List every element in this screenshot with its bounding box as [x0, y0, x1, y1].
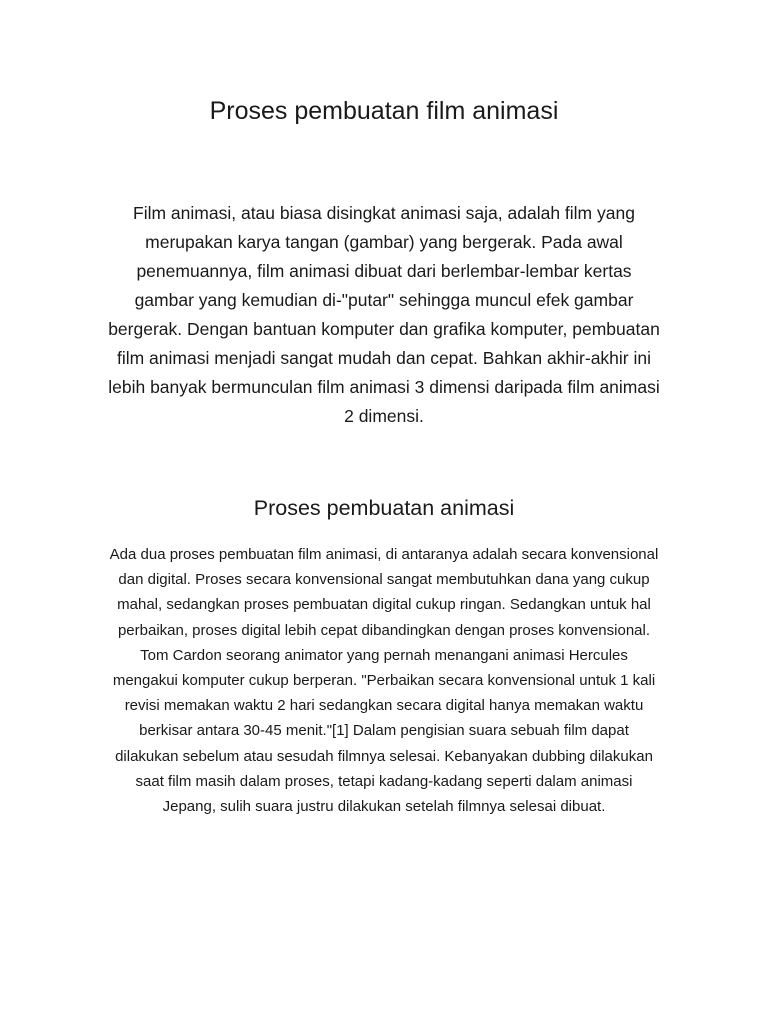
- paragraph-line: film animasi menjadi sangat mudah dan cepat. Bahkan akhir-akhir ini: [116, 348, 652, 368]
- paragraph-line: saat film masih dalam proses, tetapi kadang-kadang seperti dalam animasi: [135, 772, 633, 790]
- paragraph-line: dilakukan sebelum atau sesudah filmnya selesai. Kebanyakan dubbing dilakukan: [115, 747, 653, 765]
- intro-paragraph: [88, 199, 680, 431]
- paragraph-line: gambar yang kemudian di-"putar" sehingga muncul efek gambar: [134, 290, 634, 310]
- page-title: Proses pembuatan film animasi: [209, 97, 559, 125]
- paragraph-line: 2 dimensi.: [344, 406, 424, 426]
- paragraph-line: merupakan karya tangan (gambar) yang bergerak. Pada awal: [145, 232, 623, 252]
- paragraph-line: bergerak. Dengan bantuan komputer dan grafika komputer, pembuatan: [108, 319, 660, 339]
- paragraph-line: dan digital. Proses secara konvensional sangat membutuhkan dana yang cukup: [118, 571, 650, 589]
- paragraph-line: penemuannya, film animasi dibuat dari berlembar-lembar kertas: [136, 261, 632, 281]
- paragraph-line: mahal, sedangkan proses pembuatan digital cukup ringan. Sedangkan untuk hal: [117, 596, 651, 614]
- paragraph-line: Film animasi, atau biasa disingkat animasi saja, adalah film yang: [133, 203, 635, 223]
- paragraph-line: berkisar antara 30-45 menit."[1] Dalam pengisian suara sebuah film dapat: [139, 722, 629, 740]
- paragraph-line: perbaikan, proses digital lebih cepat dibandingkan dengan proses konvensional.: [117, 621, 651, 639]
- paragraph-line: Ada dua proses pembuatan film animasi, di antaranya adalah secara konvensional: [109, 546, 659, 563]
- paragraph-line: mengakui komputer cukup berperan. "Perbaikan secara konvensional untuk 1 kali: [112, 672, 656, 690]
- paragraph-line: Tom Cardon seorang animator yang pernah menangani animasi Hercules: [140, 646, 628, 664]
- paragraph-line: lebih banyak bermunculan film animasi 3 dimensi daripada film animasi: [108, 377, 660, 397]
- paragraph-line: Jepang, sulih suara justru dilakukan setelah filmnya selesai dibuat.: [162, 798, 606, 816]
- section-heading: Proses pembuatan animasi: [253, 496, 515, 520]
- paragraph-line: revisi memakan waktu 2 hari sedangkan secara digital hanya memakan waktu: [124, 697, 644, 715]
- section-paragraph: [88, 542, 680, 819]
